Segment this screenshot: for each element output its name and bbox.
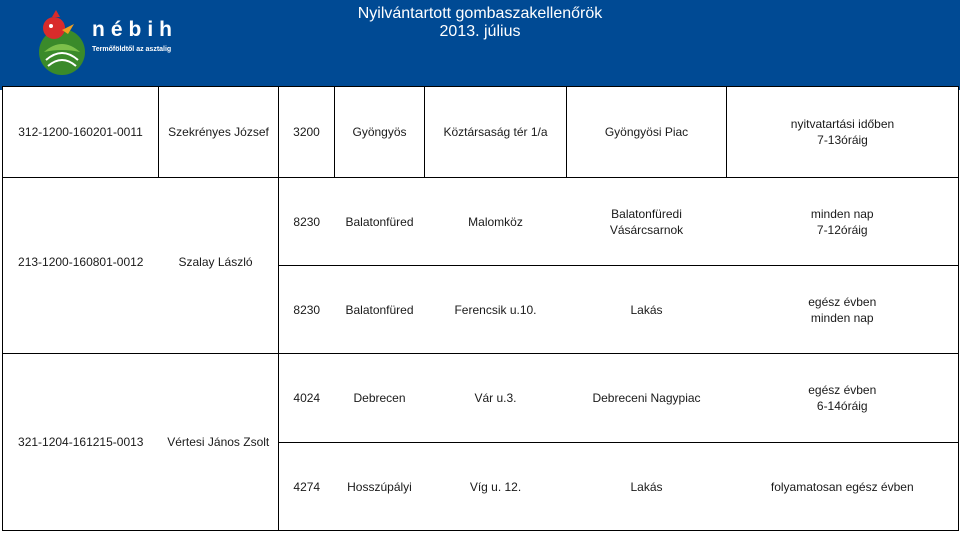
- city-cell: Debrecen: [335, 354, 425, 443]
- place-cell: Gyöngyösi Piac: [567, 87, 727, 178]
- opening-hours-line: nyitvatartási időben: [790, 117, 895, 131]
- place-cell: Lakás: [567, 443, 727, 531]
- license-id-cell: [3, 434, 159, 531]
- place-cell: Debreceni Nagypiac: [567, 354, 727, 443]
- inspector-name-text: Vértesi János Zsolt: [167, 434, 270, 449]
- opening-hours-line: minden nap: [810, 310, 874, 325]
- city-cell: Balatonfüred: [335, 266, 425, 354]
- opening-hours-line: 7-13óráig: [817, 133, 868, 147]
- inspector-name-cell: [159, 434, 279, 531]
- page-subtitle: 2013. július: [439, 23, 521, 40]
- table-row: [3, 178, 959, 266]
- license-id-text: 213-1200-160801-0012: [18, 254, 144, 269]
- inspector-name-cell: [159, 178, 279, 266]
- city-cell: Balatonfüred: [335, 178, 425, 266]
- place-line: Vásárcsarnok: [609, 222, 684, 237]
- opening-hours-cell: [727, 178, 959, 266]
- page-title: Nyilvántartott gombaszakellenőrök: [357, 5, 603, 22]
- street-cell: Ferencsik u.10.: [425, 266, 567, 354]
- street-cell: Malomköz: [425, 178, 567, 266]
- page-header: [0, 0, 960, 90]
- opening-hours-cell: [727, 266, 959, 354]
- opening-hours-line: 7-12óráig: [816, 222, 868, 237]
- logo-wordmark: nébih: [92, 18, 178, 41]
- opening-hours-line: egész évben: [808, 294, 877, 309]
- zip-cell: 8230: [279, 178, 335, 266]
- place-cell: [567, 178, 727, 266]
- license-id-cell: [3, 178, 159, 266]
- table-row: [3, 266, 959, 354]
- table-row: [3, 354, 959, 443]
- license-id-cell: [3, 354, 159, 443]
- city-cell: Gyöngyös: [335, 87, 425, 178]
- register-table: [2, 86, 959, 531]
- inspector-name-cell: [159, 254, 279, 354]
- opening-hours-cell: [727, 354, 959, 443]
- inspector-name-text: Szalay László: [178, 254, 253, 269]
- zip-cell: 8230: [279, 266, 335, 354]
- street-cell: Víg u. 12.: [425, 443, 567, 531]
- city-cell: Hosszúpályi: [335, 443, 425, 531]
- street-cell: Vár u.3.: [425, 354, 567, 443]
- zip-cell: 4274: [279, 443, 335, 531]
- opening-hours-cell: [727, 87, 959, 178]
- street-cell: Köztársaság tér 1/a: [425, 87, 567, 178]
- license-id-cell: [3, 254, 159, 354]
- zip-cell: 4024: [279, 354, 335, 443]
- table-row: [3, 87, 959, 178]
- inspector-name-cell: [159, 354, 279, 443]
- opening-hours-line: 6-14óráig: [816, 399, 868, 413]
- zip-cell: 3200: [279, 87, 335, 178]
- inspector-name-cell: Szekrényes József: [159, 87, 279, 178]
- opening-hours-cell: folyamatosan egész évben: [727, 443, 959, 531]
- license-id-cell: 312-1200-160201-0011: [3, 87, 159, 178]
- opening-hours-line: minden nap: [810, 206, 874, 221]
- license-id-text: 321-1204-161215-0013: [18, 434, 144, 449]
- logo-tagline: Termőföldtől az asztalig: [92, 46, 172, 53]
- opening-hours-line: egész évben: [808, 383, 877, 397]
- table-row: [3, 443, 959, 531]
- place-cell: Lakás: [567, 266, 727, 354]
- place-line: Balatonfüredi: [611, 206, 682, 221]
